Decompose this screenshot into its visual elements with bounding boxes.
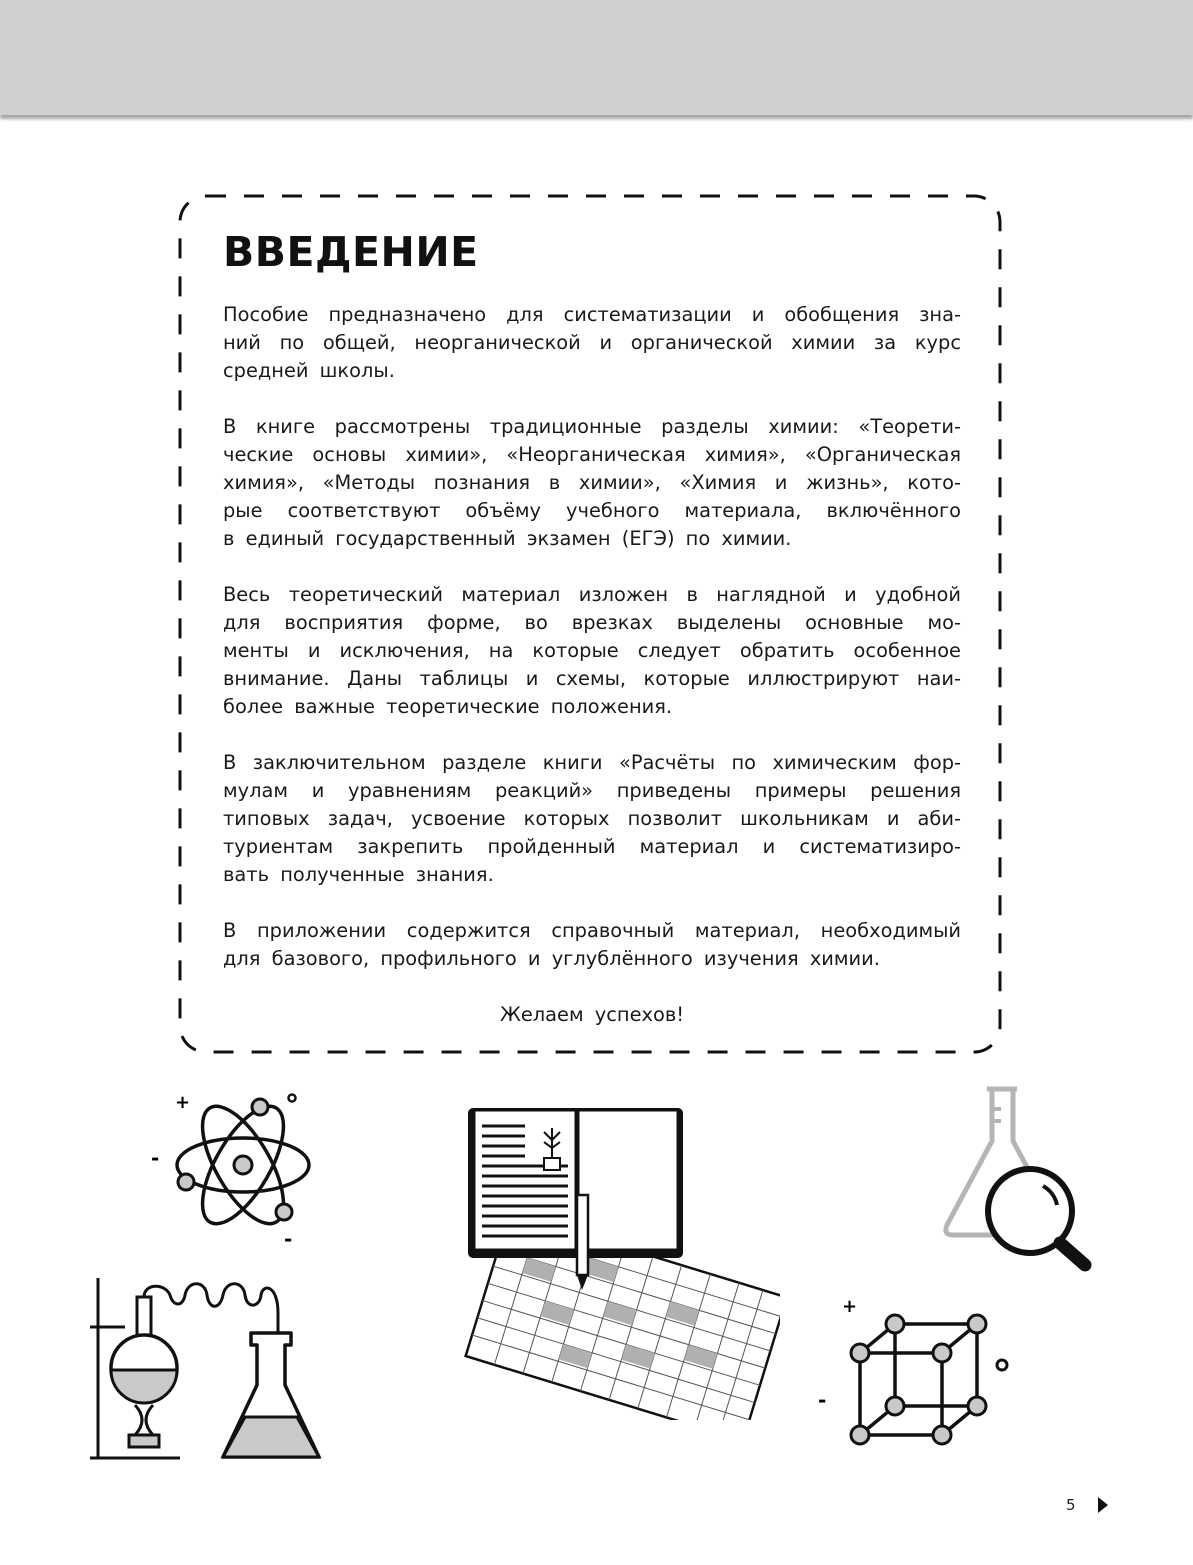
paragraph-line: В приложении содержится справочный материал, необходимый — [223, 919, 961, 942]
paragraph-line: типовых задач, усвоение которых позволит школьникам и аби- — [223, 807, 961, 830]
page-number: 5 — [1066, 1496, 1076, 1514]
intro-paragraph — [223, 581, 961, 721]
paragraph-line: туриентам закрепить пройденный материал и систематизиро- — [223, 835, 961, 858]
atom-plus-sign: + — [175, 1092, 191, 1113]
intro-paragraph — [223, 917, 961, 973]
paragraph-line: ческие основы химии», «Неорганическая химия», «Органическая — [223, 443, 961, 466]
paragraph-line: для восприятия форме, во врезках выделены основные мо- — [223, 611, 961, 634]
paragraph-line: В книге рассмотрены традиционные разделы химии: «Теорети- — [223, 415, 961, 438]
paragraph-line: средней школы. — [223, 359, 395, 382]
paragraph-line: в единый государственный экзамен (ЕГЭ) по химии. — [223, 527, 792, 550]
header-band — [0, 0, 1193, 115]
atom-neutral-sign — [289, 1095, 296, 1102]
lattice-minus-sign: - — [818, 1388, 827, 1412]
page-arrow-icon — [1098, 1497, 1108, 1513]
paragraph-line: Пособие предназначено для систематизации и обобщения зна- — [223, 303, 961, 326]
paragraph-line: для базового, профильного и углублённого изучения химии. — [223, 947, 880, 970]
book-illustration — [460, 1100, 780, 1420]
flask-magnifier-illustration — [935, 1083, 1095, 1273]
lattice-plus-sign: + — [842, 1296, 858, 1317]
intro-paragraph — [223, 301, 961, 385]
paragraph-line: ний по общей, неорганической и органической химии за курс — [223, 331, 961, 354]
paragraph-line: менты и исключения, на которые следует обратить особенное — [223, 639, 961, 662]
paragraph-line: В заключительном разделе книги «Расчёты по химическим фор- — [223, 751, 961, 774]
atom-minus-sign-bottom: - — [284, 1227, 293, 1250]
atom-illustration — [145, 1085, 320, 1250]
crystal-lattice-illustration — [810, 1295, 1010, 1455]
intro-paragraph — [223, 749, 961, 889]
closing-wish: Желаем успехов! — [499, 1003, 685, 1026]
paragraph-line: химия», «Методы познания в химии», «Химия и жизнь», кото- — [223, 471, 961, 494]
paragraph-line: рые соответствуют объёму учебного материала, включённого — [223, 499, 961, 522]
paragraph-line: мулам и уравнениям реакций» приведены примеры решения — [223, 779, 961, 802]
intro-paragraphs — [223, 301, 961, 973]
paragraph-line: Весь теоретический материал изложен в наглядной и удобной — [223, 583, 961, 606]
intro-paragraph — [223, 413, 961, 553]
paragraph-line: вать полученные знания. — [223, 863, 494, 886]
distillation-illustration — [85, 1275, 325, 1465]
page-title: ВВЕДЕНИЕ — [223, 228, 479, 276]
atom-minus-sign: - — [151, 1146, 160, 1170]
intro-content — [223, 228, 961, 1029]
paragraph-line: более важные теоретические положения. — [223, 695, 673, 718]
lattice-neutral-sign — [997, 1360, 1007, 1370]
paragraph-line: внимание. Даны таблицы и схемы, которые иллюстрируют наи- — [223, 667, 961, 690]
